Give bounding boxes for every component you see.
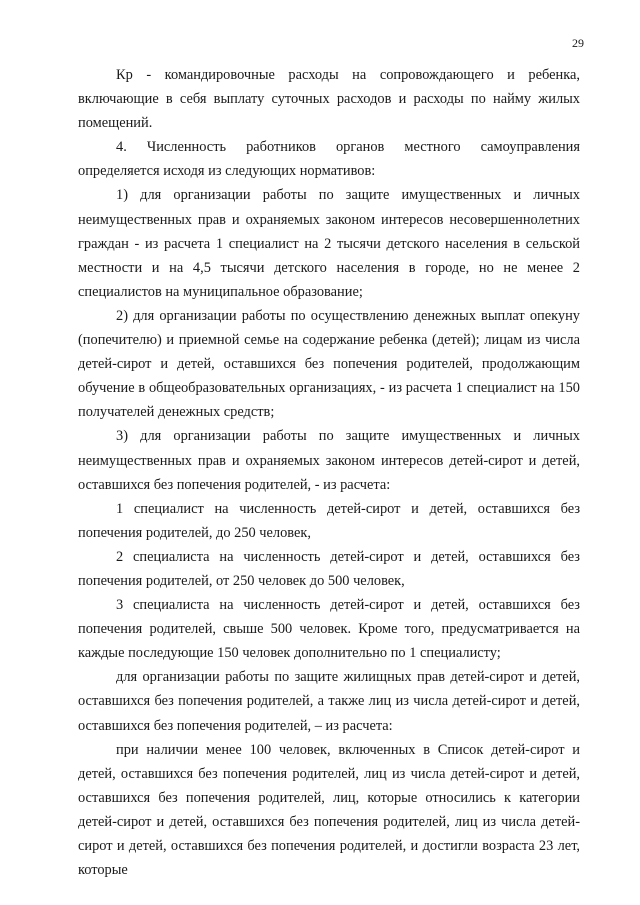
page-number: 29 [572,36,584,50]
paragraph-item-2: 2) для организации работы по осуществлению денежных выплат опекуну (попечителю) и приемной семье на содержание ребенка (детей); лицам из числа детей-сирот и детей, оставшихся без попечения родителей, продолжающим обучение в общеобразовательных организациях, - из расчета 1 специалист на 150 получателей денежных средств; [78,307,580,421]
paragraph-norm-1: 1 специалист на численность детей-сирот и детей, оставшихся без попечения родителей, до 250 человек, [78,500,580,541]
document-body [78,63,580,882]
paragraph-housing-rights: для организации работы по защите жилищных прав детей-сирот и детей, оставшихся без попечения родителей, а также лиц из числа детей-сирот и детей, оставшихся без попечения родителей, – из расчета: [78,669,580,734]
paragraph-item-3: 3) для организации работы по защите имущественных и личных неимущественных прав и охраняемых законом интересов детей-сирот и детей, оставшихся без попечения родителей, - из расчета: [78,428,580,493]
paragraph-norm-3: 3 специалиста на численность детей-сирот и детей, оставшихся без попечения родителей, свыше 500 человек. Кроме того, предусматривается на каждые последующие 150 человек дополнительно по 1 специалисту; [78,597,580,662]
paragraph-less-than-100: при наличии менее 100 человек, включенных в Список детей-сирот и детей, оставшихся без попечения родителей, лиц из числа детей-сирот и детей, оставшихся без попечения родителей, лиц, которые относились к категории детей-сирот и детей, оставшихся без попечения родителей, лиц из числа детей-сирот и детей, оставшихся без попечения родителей, и достигли возраста 23 лет, которые [78,741,580,879]
paragraph-norm-2: 2 специалиста на численность детей-сирот и детей, оставшихся без попечения родителей, от 250 человек до 500 человек, [78,548,580,589]
paragraph-item-1: 1) для организации работы по защите имущественных и личных неимущественных прав и охраняемых законом интересов несовершеннолетних граждан - из расчета 1 специалист на 2 тысячи детского населения в сельской местности и на 4,5 тысячи детского населения в городе, но не менее 2 специалистов на муниципальное образование; [78,187,580,300]
paragraph-section-4: 4. Численность работников органов местного самоуправления определяется исходя из следующих нормативов: [78,139,580,180]
paragraph-komandirovochnye: Кр - командировочные расходы на сопровождающего и ребенка, включающие в себя выплату суточных расходов и расходы по найму жилых помещений. [78,67,580,132]
